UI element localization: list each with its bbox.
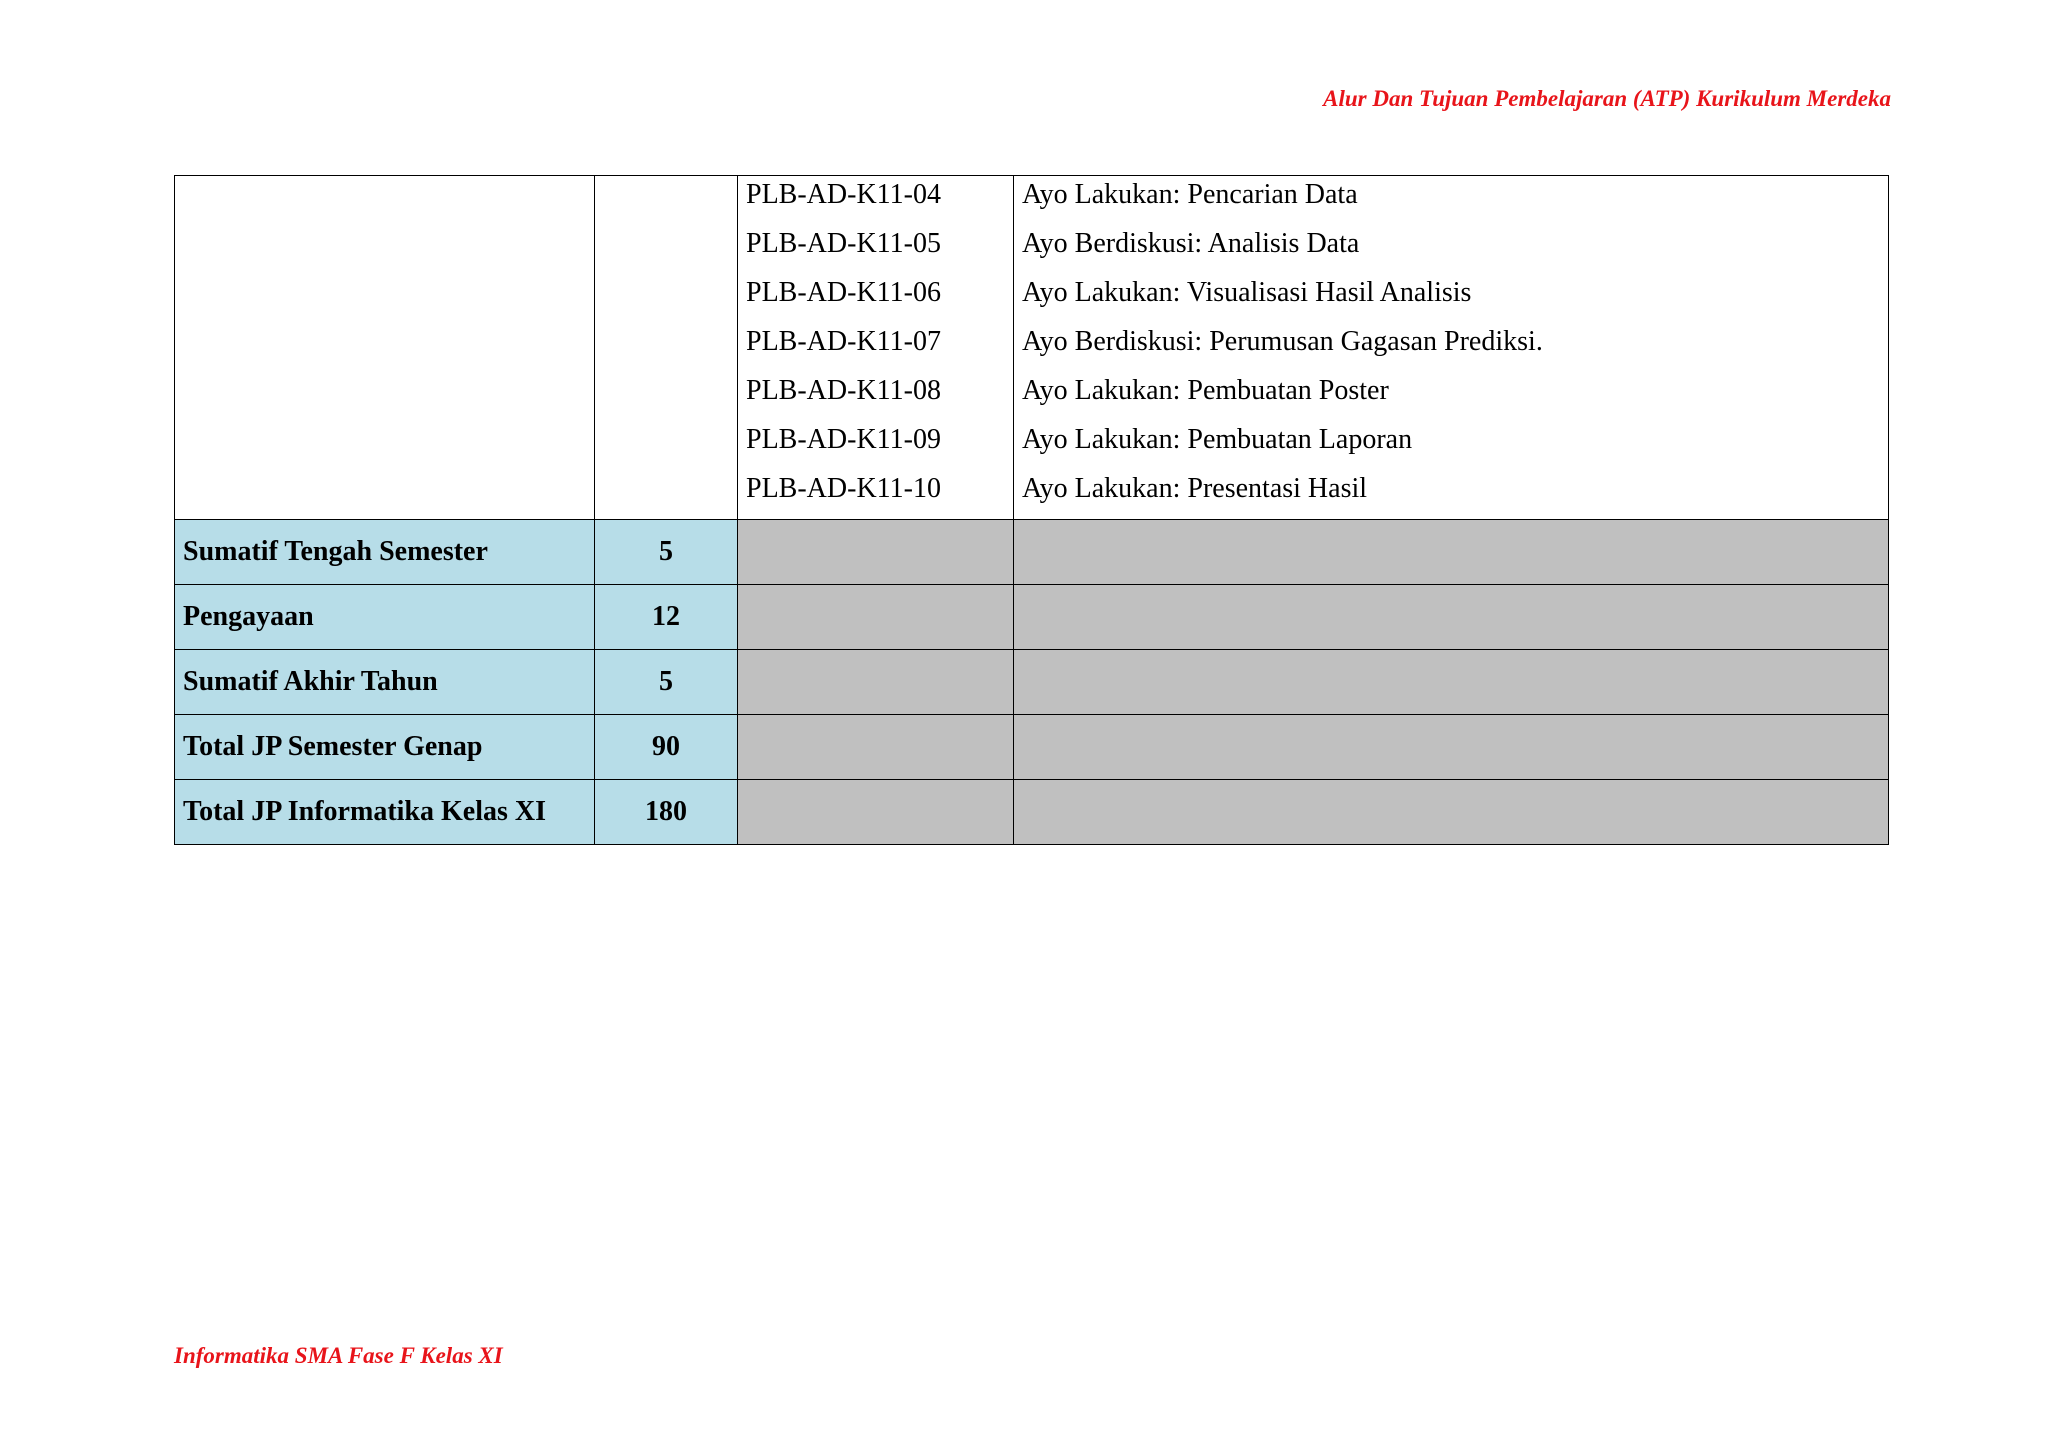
- empty-cell: [1014, 650, 1889, 715]
- tp-code: PLB-AD-K11-04: [746, 179, 941, 210]
- empty-cell: [1014, 780, 1889, 845]
- summary-label: Total JP Semester Genap: [175, 715, 595, 780]
- code-cell: [738, 176, 1014, 520]
- tp-code: PLB-AD-K11-09: [746, 424, 941, 455]
- empty-cell: [738, 520, 1014, 585]
- tp-code: PLB-AD-K11-07: [746, 326, 941, 357]
- table-row-continuation: [175, 176, 1889, 520]
- summary-row-pengayaan: [175, 585, 1889, 650]
- tp-code: PLB-AD-K11-08: [746, 375, 941, 406]
- summary-label: Pengayaan: [175, 585, 595, 650]
- summary-jp: 5: [595, 520, 738, 585]
- tp-code: PLB-AD-K11-10: [746, 473, 941, 504]
- empty-cell: [738, 780, 1014, 845]
- summary-label: Sumatif Tengah Semester: [175, 520, 595, 585]
- summary-row-sumatif-tengah-semester: [175, 520, 1889, 585]
- document-header-title: Alur Dan Tujuan Pembelajaran (ATP) Kurikulum Merdeka: [1323, 86, 1891, 111]
- empty-cell: [738, 585, 1014, 650]
- empty-cell: [1014, 585, 1889, 650]
- summary-jp: 12: [595, 585, 738, 650]
- jp-cell-empty: [595, 176, 738, 520]
- tp-description: Ayo Berdiskusi: Perumusan Gagasan Prediksi.: [1022, 326, 1543, 357]
- tp-code: PLB-AD-K11-05: [746, 228, 941, 259]
- atp-table: [174, 175, 1889, 845]
- tp-description: Ayo Lakukan: Presentasi Hasil: [1022, 473, 1368, 504]
- summary-row-total-jp-semester-genap: [175, 715, 1889, 780]
- element-cell-empty: [175, 176, 595, 520]
- summary-jp: 180: [595, 780, 738, 845]
- summary-label: Sumatif Akhir Tahun: [175, 650, 595, 715]
- summary-row-sumatif-akhir-tahun: [175, 650, 1889, 715]
- summary-row-total-jp-informatika: [175, 780, 1889, 845]
- empty-cell: [738, 650, 1014, 715]
- empty-cell: [1014, 715, 1889, 780]
- tp-description: Ayo Berdiskusi: Analisis Data: [1022, 228, 1360, 259]
- tp-description: Ayo Lakukan: Pembuatan Poster: [1022, 375, 1389, 406]
- summary-jp: 90: [595, 715, 738, 780]
- tp-code: PLB-AD-K11-06: [746, 277, 941, 308]
- tp-description: Ayo Lakukan: Pencarian Data: [1022, 179, 1358, 210]
- empty-cell: [738, 715, 1014, 780]
- empty-cell: [1014, 520, 1889, 585]
- tp-cell: [1014, 176, 1889, 520]
- tp-description: Ayo Lakukan: Visualisasi Hasil Analisis: [1022, 277, 1472, 308]
- document-footer-title: Informatika SMA Fase F Kelas XI: [174, 1343, 503, 1368]
- summary-jp: 5: [595, 650, 738, 715]
- tp-description: Ayo Lakukan: Pembuatan Laporan: [1022, 424, 1413, 455]
- summary-label: Total JP Informatika Kelas XI: [175, 780, 595, 845]
